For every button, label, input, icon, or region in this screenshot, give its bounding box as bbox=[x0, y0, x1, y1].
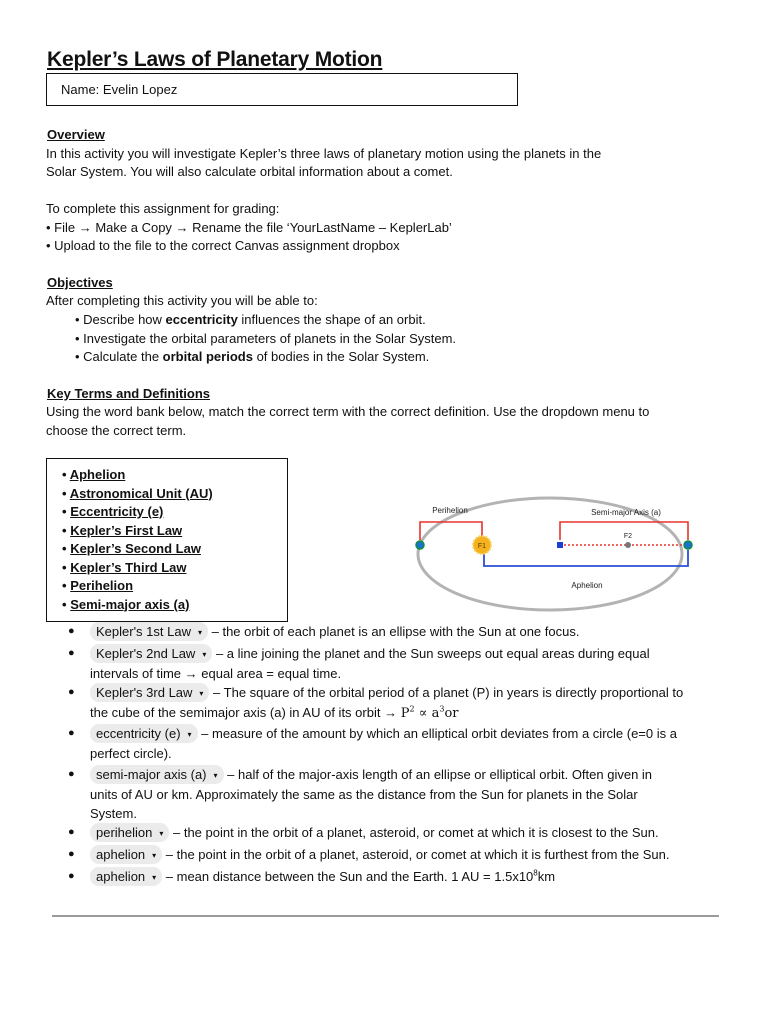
list-bullet: ● bbox=[68, 647, 75, 659]
word-bank bbox=[46, 458, 288, 622]
list-bullet: ● bbox=[68, 727, 75, 739]
term-dropdown[interactable]: aphelion ▾ bbox=[90, 845, 162, 864]
term-dropdown[interactable]: Kepler's 2nd Law ▾ bbox=[90, 644, 212, 663]
kepler-formula: $P^2 \propto a^3or$ bbox=[400, 704, 459, 721]
chevron-down-icon: ▾ bbox=[199, 689, 204, 698]
chevron-down-icon: ▾ bbox=[159, 829, 164, 838]
grading-step-2: • Upload to the file to the correct Canvas assignment dropbox bbox=[46, 238, 400, 253]
chevron-down-icon: ▾ bbox=[213, 771, 218, 780]
key-terms-line-2: choose the correct term. bbox=[46, 423, 187, 438]
planet-perihelion-icon bbox=[416, 541, 424, 549]
word-bank-item: • Astronomical Unit (AU) bbox=[62, 485, 213, 501]
term-dropdown[interactable]: Kepler's 3rd Law ▾ bbox=[90, 683, 209, 702]
perihelion-label: Perihelion bbox=[432, 506, 468, 515]
page-title: Kepler’s Laws of Planetary Motion bbox=[47, 48, 383, 71]
grading-intro: To complete this assignment for grading: bbox=[46, 201, 280, 216]
focus-1-label: F1 bbox=[477, 543, 487, 550]
word-bank-item: • Eccentricity (e) bbox=[62, 504, 164, 519]
word-bank-item: • Kepler’s Second Law bbox=[62, 541, 201, 556]
chevron-down-icon: ▾ bbox=[187, 730, 192, 739]
overview-heading: Overview bbox=[47, 127, 105, 142]
term-dropdown[interactable]: Kepler's 1st Law ▾ bbox=[90, 622, 208, 641]
word-bank-item: • Semi-major axis (a) bbox=[62, 596, 190, 612]
overview-line-2: Solar System. You will also calculate orbital information about a comet. bbox=[46, 164, 453, 179]
word-bank-item: • Aphelion bbox=[62, 467, 126, 482]
focus-2-label: F2 bbox=[623, 533, 633, 540]
list-bullet: ● bbox=[68, 625, 75, 637]
objectives-intro: After completing this activity you will be able to: bbox=[46, 293, 318, 308]
center-marker bbox=[557, 542, 563, 548]
list-bullet: ● bbox=[68, 826, 75, 838]
chevron-down-icon: ▾ bbox=[202, 650, 207, 659]
student-name: Name: Evelin Lopez bbox=[61, 82, 178, 97]
chevron-down-icon: ▾ bbox=[197, 628, 202, 637]
word-bank-item: • Kepler’s First Law bbox=[62, 522, 183, 538]
term-dropdown[interactable]: semi-major axis (a) ▾ bbox=[90, 765, 224, 784]
focus-2-marker bbox=[625, 542, 631, 548]
objective-item: • Calculate the orbital periods of bodies in the Solar System. bbox=[75, 349, 430, 364]
list-bullet: ● bbox=[68, 848, 75, 860]
planet-aphelion-icon bbox=[684, 541, 692, 549]
objective-item: • Describe how eccentricity influences the shape of an orbit. bbox=[75, 312, 426, 327]
term-dropdown[interactable]: aphelion ▾ bbox=[90, 867, 162, 886]
list-bullet: ● bbox=[68, 686, 75, 698]
orbit-diagram bbox=[410, 492, 700, 622]
word-bank-item: • Kepler’s Third Law bbox=[62, 559, 187, 575]
aphelion-label: Aphelion bbox=[571, 581, 603, 590]
term-dropdown[interactable]: eccentricity (e) ▾ bbox=[90, 724, 198, 743]
semi-major-label: Semi-major Axis (a) bbox=[591, 508, 661, 517]
objectives-heading: Objectives bbox=[47, 275, 113, 290]
objective-item: • Investigate the orbital parameters of planets in the Solar System. bbox=[75, 331, 457, 346]
overview-line-1: In this activity you will investigate Kepler’s three laws of planetary motion using the planets in the bbox=[46, 146, 602, 161]
key-terms-line-1: Using the word bank below, match the correct term with the correct definition. Use the dropdown menu to bbox=[46, 404, 650, 419]
chevron-down-icon: ▾ bbox=[152, 851, 157, 860]
list-bullet: ● bbox=[68, 768, 75, 780]
term-dropdown[interactable]: perihelion ▾ bbox=[90, 823, 169, 842]
chevron-down-icon: ▾ bbox=[152, 873, 157, 882]
list-bullet: ● bbox=[68, 870, 75, 882]
grading-step-1: • File → Make a Copy → Rename the file ‘YourLastName – KeplerLab’ bbox=[46, 220, 452, 235]
page-divider bbox=[52, 915, 719, 917]
word-bank-item: • Perihelion bbox=[62, 578, 134, 593]
name-box bbox=[46, 73, 518, 106]
key-terms-heading: Key Terms and Definitions bbox=[47, 386, 211, 401]
